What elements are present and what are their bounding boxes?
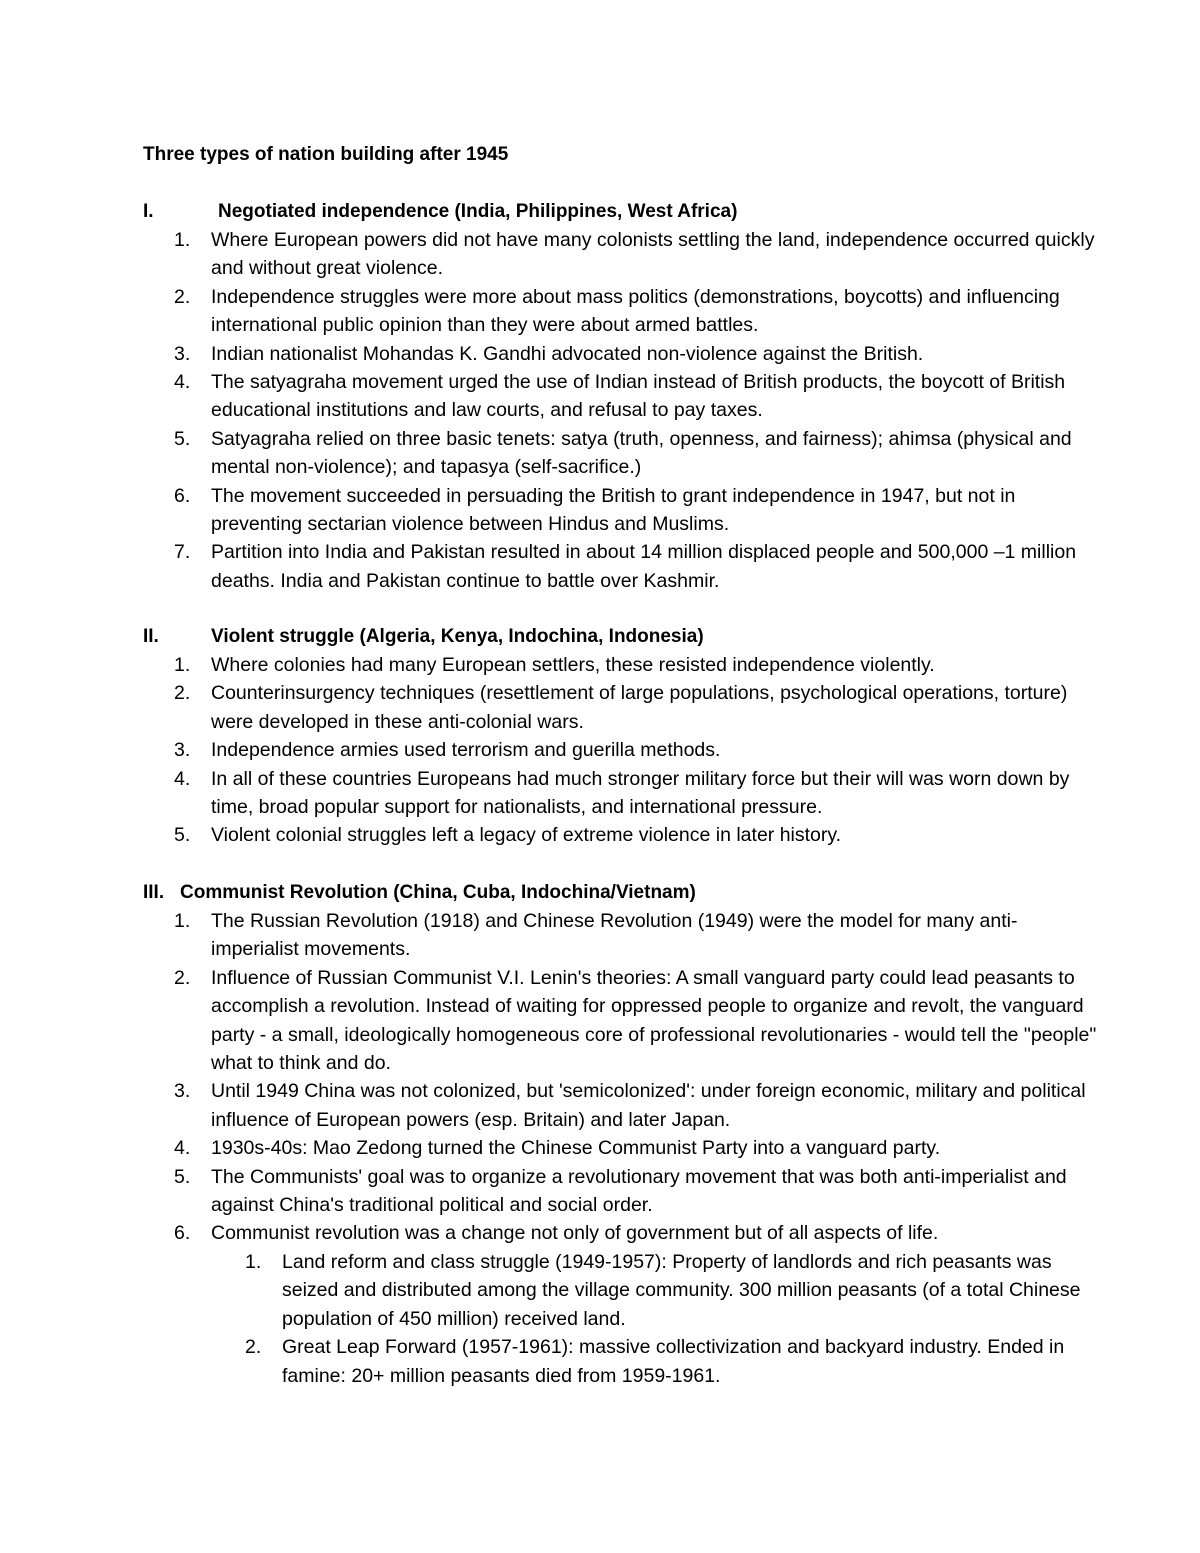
sub-list-item [211,1248,1100,1333]
section-numeral: I. [143,201,154,222]
list-item-text: Counterinsurgency techniques (resettlement of large populations, psychological operations, torture) were developed in these anti-colonial wars. [211,682,1068,733]
list-item-text: Until 1949 China was not colonized, but 'semicolonized': under foreign economic, military and political influence of European powers (esp. Britain) and later Japan. [211,1080,1086,1131]
list-item-text: Independence armies used terrorism and guerilla methods. [211,739,721,762]
list-number: 3. [174,1080,191,1103]
list-item-text: Influence of Russian Communist V.I. Lenin's theories: A small vanguard party could lead peasants to accomplish a revolution. Instead of waiting for oppressed people to organize and revolt, the vanguard party - a small, ideologically homogeneous core of professional revolutionaries - would tell the "people" what to think and do. [211,966,1097,1075]
list-item [0,368,1200,425]
section-list [0,651,1200,850]
list-number: 7. [174,541,191,564]
list-item-text: The satyagraha movement urged the use of Indian instead of British products, the boycott of British educational institutions and law courts, and refusal to pay taxes. [211,371,1066,422]
list-item [0,226,1200,283]
sub-list-item [211,1333,1100,1390]
list-item-text: 1930s-40s: Mao Zedong turned the Chinese Communist Party into a vanguard party. [211,1137,941,1160]
list-number: 6. [174,1222,191,1245]
list-item-text: Great Leap Forward (1957-1961): massive collectivization and backyard industry. Ended in famine: 20+ million peasants died from 1959-1961. [282,1336,1065,1387]
section-header [0,879,1200,907]
section-violent-struggle [0,623,1200,850]
list-item-text: The movement succeeded in persuading the British to grant independence in 1947, but not in preventing sectarian violence between Hindus and Muslims. [211,484,1016,536]
list-number: 3. [174,342,191,365]
list-item-text: Communist revolution was a change not only of government but of all aspects of life. [211,1222,939,1245]
list-item-text: Violent colonial struggles left a legacy of extreme violence in later history. [211,824,842,847]
list-item-text: Where colonies had many European settlers, these resisted independence violently. [211,654,935,676]
list-item [0,765,1200,822]
section-heading: Violent struggle (Algeria, Kenya, Indochina, Indonesia) [211,626,704,647]
list-number: 1. [245,1250,262,1273]
list-item-text: The Communists' goal was to organize a revolutionary movement that was both anti-imperialist and against China's traditional political and social order. [211,1165,1067,1217]
document-title: Three types of nation building after 1945 [143,144,509,165]
list-item-text: Where European powers did not have many colonists settling the land, independence occurred quickly and without great violence. [211,229,1095,280]
list-number: 2. [174,285,191,308]
list-item-text: Satyagraha relied on three basic tenets: satya (truth, openness, and fairness); ahimsa (physical and mental non-violence); and tapasya (self-sacrifice.) [211,427,1072,479]
list-item [0,1134,1200,1162]
sub-list [211,1248,1100,1390]
list-item [0,821,1200,849]
list-number: 2. [174,682,191,705]
list-number: 1. [174,910,191,932]
section-numeral: II. [143,626,159,647]
list-number: 2. [174,966,191,989]
list-item [0,1163,1200,1220]
list-item-text: In all of these countries Europeans had much stronger military force but their will was worn down by time, broad popular support for nationalists, and international pressure. [211,767,1070,819]
list-number: 4. [174,767,191,790]
list-item-text: Land reform and class struggle (1949-1957): Property of landlords and rich peasants was seized and distributed among the village community. 300 million peasants (of a total Chinese population of 450 million) received land. [282,1250,1081,1330]
list-number: 4. [174,371,191,394]
list-number: 6. [174,484,191,507]
list-number: 4. [174,1137,191,1160]
section-heading: Negotiated independence (India, Philippines, West Africa) [218,201,738,222]
list-item-text: Independence struggles were more about mass politics (demonstrations, boycotts) and influencing international public opinion than they were about armed battles. [211,285,1060,337]
list-item-text: Indian nationalist Mohandas K. Gandhi advocated non-violence against the British. [211,342,924,365]
list-item [0,1077,1200,1134]
list-item [0,482,1200,539]
list-item [0,679,1200,736]
list-item [0,340,1200,368]
list-number: 1. [174,229,191,251]
list-number: 3. [174,739,191,762]
list-item [0,283,1200,340]
list-item-text: The Russian Revolution (1918) and Chinese Revolution (1949) were the model for many anti-imperialist movements. [211,910,1018,961]
list-item [0,538,1200,595]
list-item [0,1219,1200,1389]
section-numeral: III. [143,882,165,903]
section-header [0,198,1200,226]
section-heading: Communist Revolution (China, Cuba, Indochina/Vietnam) [180,882,696,903]
list-number: 2. [245,1336,262,1359]
list-item [0,907,1200,964]
list-item-text: Partition into India and Pakistan resulted in about 14 million displaced people and 500,000 –1 million deaths. India and Pakistan continue to battle over Kashmir. [211,541,1077,592]
list-number: 1. [174,654,191,676]
list-item [0,425,1200,482]
section-communist-revolution [0,879,1200,1390]
list-item [0,651,1200,679]
list-item [0,964,1200,1078]
section-header [0,623,1200,651]
list-number: 5. [174,427,191,450]
section-negotiated-independence [0,198,1200,595]
list-number: 5. [174,1165,191,1188]
list-number: 5. [174,824,191,847]
section-list [0,226,1200,595]
list-item [0,736,1200,764]
section-list [0,907,1200,1390]
